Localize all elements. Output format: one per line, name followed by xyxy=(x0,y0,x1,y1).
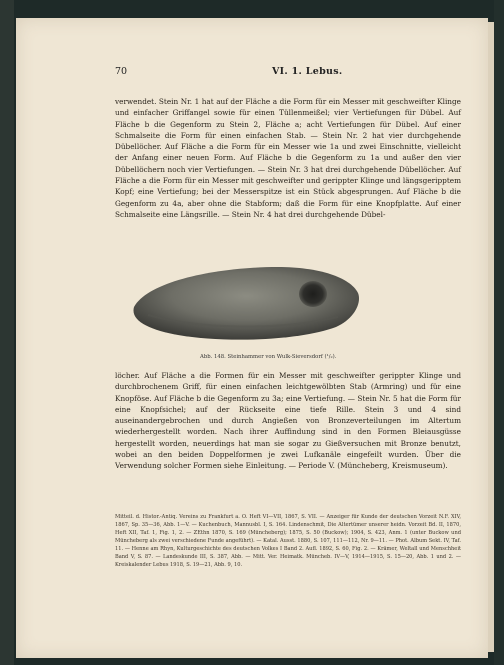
figure-caption: Abb. 148. Steinhammer von Wulk-Sieversdorf (¹/₂). xyxy=(200,354,337,360)
bibliography-notes: Mitteil. d. Histor.-Antiq. Vereins zu Frankfurt a. O. Heft VI—VII, 1867, S. VII. — Anzeiger für Kunde der deutschen Vorzeit N.F. XIV, 1867, Sp. 35—36, Abb. 1—V. — Kuchenbuch, Mannusbl. I, S. 164. Lindenschmit, Die Altertümer unserer heidn. Vorzeit Bd. II, 1870, Heft XII, Taf. 1, Fig. 1, 2. — ZEthn 1870, S. 169 (Müncheberg); 1875, S. 50 (Buckow); 1904, S. 423, Anm. 1 (unter Buckow und Müncheberg als zwei verschiedene Funde angeführt). — Katal. Ausst. 1880, S. 107, 111—112, Nr. 9—11. — Phot. Album Sekt. IV, Taf. 11. — Henne am Rhyn, Kulturgeschichte des deutschen Volkes I Band 2. Aufl. 1892, S. 60, Fig. 2. — Krämer, Weltall und Menschheit Band V, S. 87. — Landeskunde III, S. 387, Abb. — Mitt. Ver. Heimatk. Müncheb. IV—V, 1914—1915, S. 15—20, Abb. 1 und 2. — Kreiskalender Lebus 1918, S. 19—21, Abb. 9, 10. xyxy=(115,514,461,568)
book-binding-right xyxy=(494,0,504,665)
body-paragraph-2: löcher. Auf Fläche a die Formen für ein Messer mit geschweifter gerippter Klinge und durchbrochenem Griff, für einen einfachen leichtgewölbten Stab (Armring) und für eine Knopföse. Auf Fläche b die Gegenform zu 3a; eine Vertiefung. — Stein Nr. 5 hat die Form für eine Knopfsichel; auf der Rückseite eine tiefe Rille. Stein 3 und 4 sind auseinandergebrochen und durch Angießen von Bronzeverteilungen im Altertum wiederhergestellt worden. Nach ihrer Auffindung sind in den Formen Bleiausgüsse hergestellt worden, neuerdings hat man sie sogar zu Gießversuchen mit Bronze benutzt, wobei an den beiden Doppelformen je zwei Lufkanäle eingefeilt wurden. Über die Verwendung solcher Formen siehe Einleitung. — Periode V. (Müncheberg, Kreismuseum). xyxy=(115,371,461,471)
body-paragraph-1: verwendet. Stein Nr. 1 hat auf der Fläche a die Form für ein Messer mit geschweifter Klinge und einfacher Griffangel sowie für einen Tüllenmeißel; vier Vertiefungen für Dübel. Auf Fläche b die Gegenform zu Stein 2, Fläche a; acht Vertiefungen für Dübel. Auf einer Schmalseite die Form für einen einfachen Stab. — Stein Nr. 2 hat vier durchgehende Dübellöcher. Auf Fläche a die Form für ein Messer wie 1a und zwei Einschnitte, vielleicht der Anfang einer neuen Form. Auf Fläche b die Gegenform zu 1a und außer den vier Dübellöchern noch vier Vertiefungen. — Stein Nr. 3 hat drei durchgehende Dübellöcher. Auf Fläche a die Form für ein Messer mit geschweifter und gerippter Klinge und längsgeripptem Kopf; eine Vertiefung; bei der Messerspitze ist ein Stück abgesprungen. Auf Fläche b die Gegenform zu 4a, aber ohne die Stabform; daß die Form für eine Knopfplatte. Auf einer Schmalseite eine Längsrille. — Stein Nr. 4 hat drei durchgehende Dübel- xyxy=(115,97,461,219)
page-edge xyxy=(488,22,494,652)
page-number: 70 xyxy=(115,66,128,77)
stone-hammer-figure xyxy=(128,255,363,347)
book-binding-left xyxy=(0,0,14,665)
running-head: VI. 1. Lebus. xyxy=(272,66,343,77)
page-header xyxy=(115,66,461,80)
